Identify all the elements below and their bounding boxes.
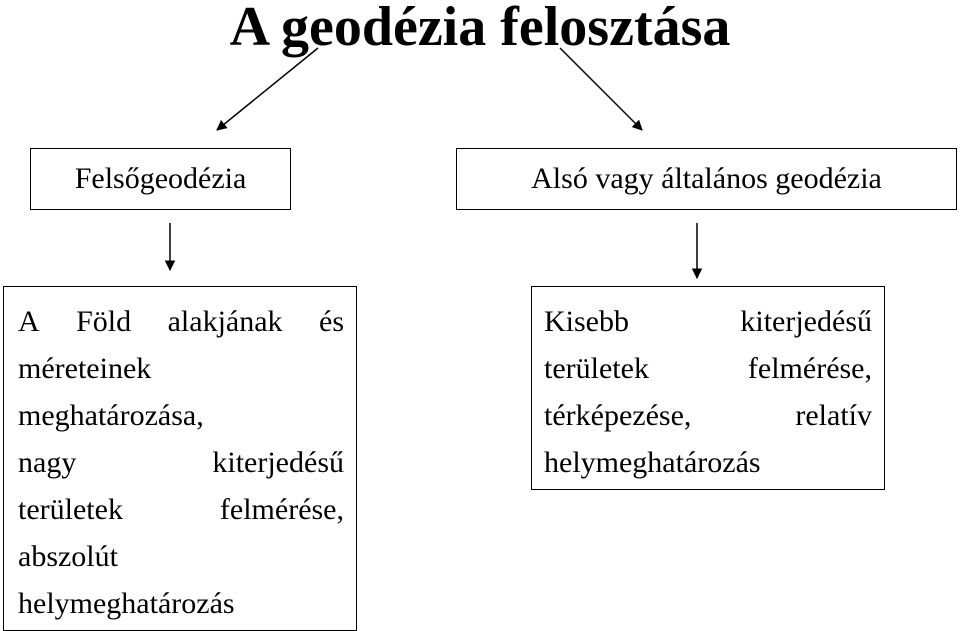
page-title: A geodézia felosztása (229, 0, 731, 58)
arrow-title-to-left (217, 48, 318, 130)
arrow-title-to-right (560, 48, 642, 130)
description-word: felmérése, (747, 352, 872, 385)
right-description-box (531, 286, 885, 490)
left-heading: Felsőgeodézia (74, 162, 247, 195)
description-word: területek (18, 493, 123, 526)
description-line (18, 345, 344, 392)
description-word: abszolút (18, 540, 118, 573)
description-line (18, 580, 344, 627)
description-line (544, 392, 872, 439)
description-word: területek (544, 352, 649, 385)
description-word: helymeghatározás (18, 587, 235, 620)
description-line (544, 439, 872, 486)
description-word: nagy (18, 446, 77, 479)
description-word: relatív (795, 399, 872, 432)
description-line (18, 486, 344, 533)
right-heading: Alsó vagy általános geodézia (531, 162, 882, 195)
description-word: kiterjedésű (740, 305, 872, 338)
description-word: kiterjedésű (212, 446, 344, 479)
description-line (544, 298, 872, 345)
description-word: helymeghatározás (544, 446, 761, 479)
description-line (18, 533, 344, 580)
description-word: térképezése, (544, 399, 692, 432)
left-heading-box (30, 148, 291, 210)
description-word: és (319, 305, 344, 338)
description-word: méreteinek (18, 352, 152, 385)
description-word: alakjának (167, 305, 283, 338)
description-word: Föld (76, 305, 132, 338)
description-word: Kisebb (544, 305, 629, 338)
left-description-box (3, 286, 357, 631)
description-line (18, 392, 344, 439)
description-word: A (18, 305, 40, 338)
description-line (18, 298, 344, 345)
description-word: felmérése, (219, 493, 344, 526)
description-word: meghatározása, (18, 399, 204, 432)
description-line (18, 439, 344, 486)
description-line (544, 345, 872, 392)
right-heading-box (456, 148, 957, 210)
